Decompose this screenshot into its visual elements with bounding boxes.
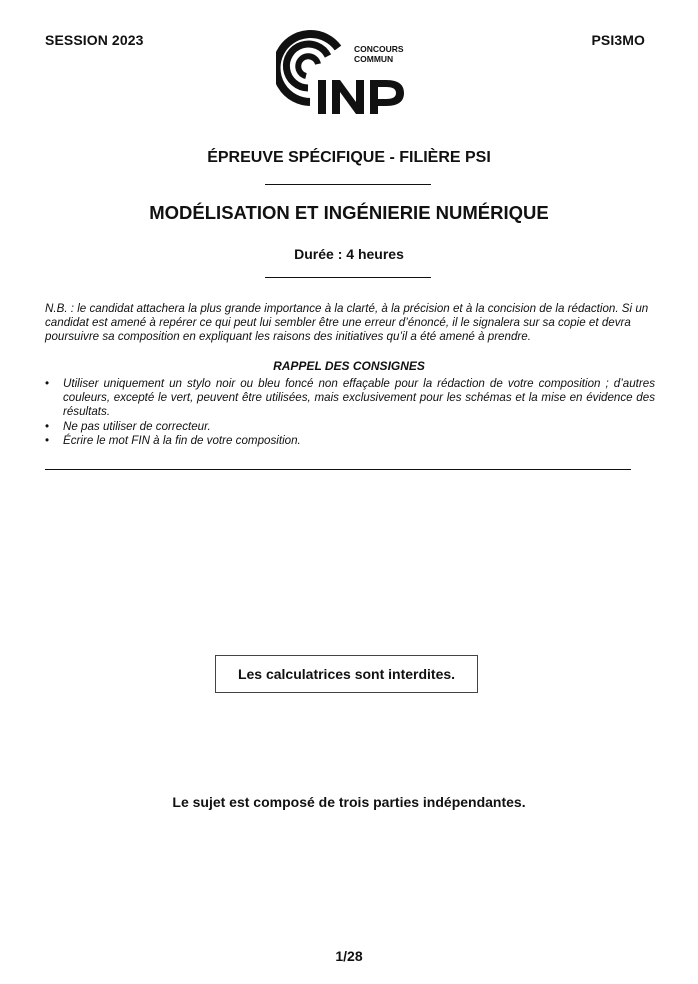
consignes-list — [45, 377, 655, 448]
section-divider — [45, 469, 631, 470]
bullet-icon: • — [45, 433, 50, 447]
exam-code: PSI3MO — [591, 32, 645, 48]
calculator-notice — [215, 655, 478, 693]
calculator-notice-text: Les calculatrices sont interdites. — [237, 666, 456, 682]
duration: Durée : 4 heures — [294, 246, 404, 262]
divider — [265, 184, 431, 185]
logo-line2: COMMUN — [354, 54, 394, 64]
subject-composition-note: Le sujet est composé de trois parties indépendantes. — [172, 794, 526, 810]
concours-commun-inp-logo — [276, 28, 426, 116]
divider — [265, 277, 431, 278]
bullet-icon: • — [45, 377, 50, 390]
nb-paragraph: N.B. : le candidat attachera la plus grande importance à la clarté, à la précision et à la concision de la rédaction. Si un candidat est amené à repérer ce qui peut lui sembler être une erreur d’énoncé, il le signalera sur sa copie et devra poursuivre sa composition en expliquant les raisons des initiatives qu’il a été amené à prendre. — [45, 302, 649, 344]
subject-title: MODÉLISATION ET INGÉNIERIE NUMÉRIQUE — [149, 202, 549, 223]
consignes-title: RAPPEL DES CONSIGNES — [273, 359, 425, 373]
epreuve-title: ÉPREUVE SPÉCIFIQUE - FILIÈRE PSI — [207, 149, 491, 166]
bullet-icon: • — [45, 419, 50, 433]
page-number: 1/28 — [335, 948, 363, 964]
logo-line1: CONCOURS — [354, 44, 404, 54]
list-item: • Ne pas utiliser de correcteur. — [45, 419, 211, 433]
list-item: • Écrire le mot FIN à la fin de votre composition. — [45, 433, 301, 447]
list-item: • Utiliser uniquement un stylo noir ou bleu foncé non effaçable pour la rédaction de votre composition ; d’autres couleurs, excepté le vert, peuvent être utilisées, mais exclusivement pour les schémas et la mise en évidence des résultats. — [45, 377, 655, 419]
session-label: SESSION 2023 — [45, 32, 144, 48]
